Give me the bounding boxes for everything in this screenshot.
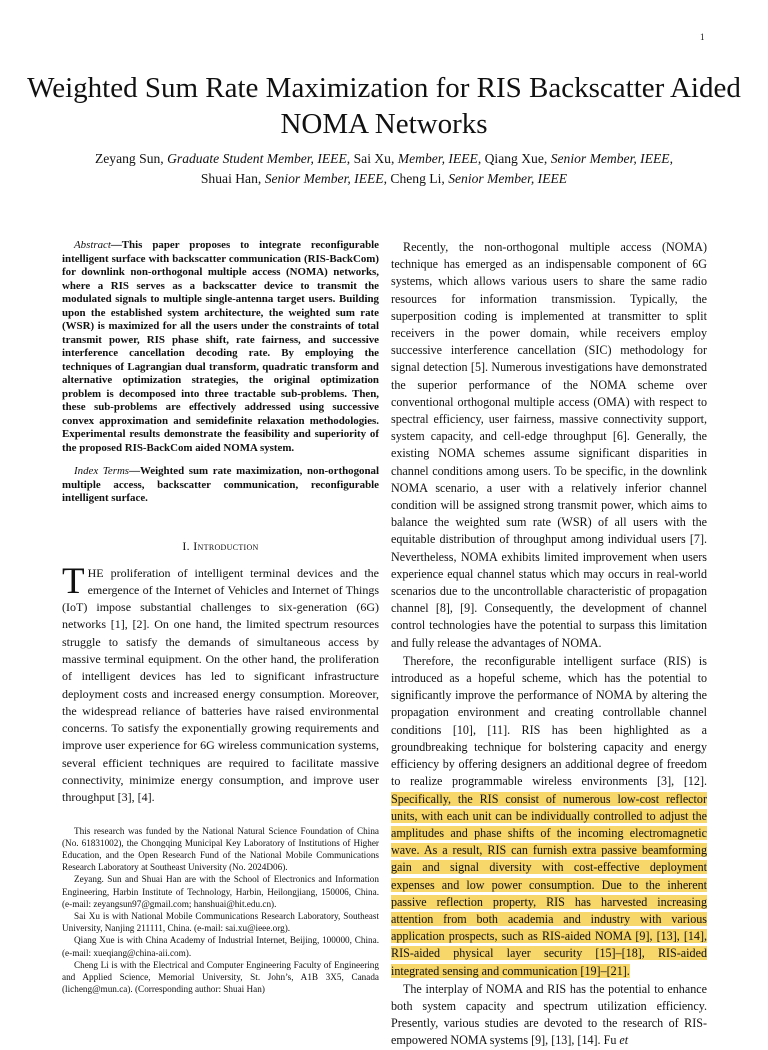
author-role: Senior Member, IEEE xyxy=(550,151,670,166)
author-name: Shuai Han xyxy=(200,170,258,186)
body-paragraph: Recently, the non-orthogonal multiple access (NOMA) technique has emerged as an indispensable component of 6G systems, which allows various users to share the same radio resources for information transmission. Typically, the superposition coding is implemented at transmitter to split receivers in the power domain, while receivers employ successive interference cancellation (SIC) methodology for signal detection [5]. Numerous investigations have demonstrated the superior performance of the NOMA scheme over conventional orthogonal multiple access (OMA) with respect to spectral efficiency, user fairness, massive connectivity support, system capacity, and cell-edge throughput [6]. Generally, the existing NOMA schemes assume significant disparities in channel conditions among users. To be specific, in the downlink NOMA scenario, a user with a relatively inferior channel condition will be assigned strong transmit power, which aims to balance the weighted sum rate (WSR) of all users with the equitable distribution of throughput among individual users [7]. Nevertheless, NOMA exhibits limited improvement when users experience equal channel status which may occurs in real-world scenarios due to the uncontrollable characteristic of propagation channel [8], [9]. Consequently, the development of channel control technologies have the potential to surpass this limitation and fully release the advantages of NOMA. xyxy=(391,240,707,650)
body-paragraph xyxy=(391,653,707,980)
index-terms-label: Index Terms xyxy=(74,465,130,477)
italic-text: et xyxy=(619,1033,629,1048)
lead-word: HE xyxy=(87,565,104,580)
section-title: Introduction xyxy=(193,538,259,553)
footnote-affiliation: Sai Xu is with National Mobile Communications Research Laboratory, Southeast University, Nanjing 211111, China. (e-mail: sai.xu@ieee.org). xyxy=(62,911,379,934)
author-list: Zeyang Sun, Graduate Student Member, IEEE, Sai Xu, Member, IEEE, Qiang Xue, Senior Member, IEEE, Shuai Han, Senior Member, IEEE, Cheng Li, Senior Member, IEEE xyxy=(94,151,674,186)
highlighted-text: Specifically, the RIS consist of numerous low-cost reflector units, with each unit can be individually controlled to adjust the amplitudes and phase shifts of the incoming electromagnetic wave. As a result, RIS can furnish extra passive beamforming gain and signal diversity with cost-effective deployment expenses and low power consumption. Due to the inherent passive reflection property, RIS has harvested increasing attention from both academia and industry with various application prospects, such as RIS-aided NOMA [9], [13], [14], RIS-aided physical layer security [15]–[18], RIS-aided integrated sensing and communication [19]–[21]. xyxy=(391,791,707,978)
paper-title: Weighted Sum Rate Maximization for RIS Backscatter Aided NOMA Networks xyxy=(27,72,741,140)
footnote-affiliation: Qiang Xue is with China Academy of Industrial Internet, Beijing, 100000, China. (e-mail: xueqiang@china-aii.com). xyxy=(62,935,379,958)
paragraph-text: Therefore, the reconfigurable intelligent surface (RIS) is introduced as a hopeful scheme, which has the potential to significantly improve the performance of NOMA by altering the propagation environment and creating controllable channel conditions [10], [11]. RIS has been highlighted as a groundbreaking technique for bolstering capacity and energy efficiency by offering designers an additional degree of freedom to realize programmable wireless environments [3], [12]. xyxy=(391,653,707,789)
author-role: Senior Member, IEEE xyxy=(448,170,568,186)
index-terms-text: —Weighted sum rate maximization, non-orthogonal multiple access, backscatter communication, reconfigurable intelligent surface. xyxy=(62,465,380,504)
right-column xyxy=(391,239,707,1050)
abstract-text: —This paper proposes to integrate reconfigurable intelligent surface with backscatter communication (RIS-BackCom) for downlink non-orthogonal multiple access (NOMA) networks, where a RIS serves as a backscatter device to transmit the modulated signals to multiple single-antenna target users. Building upon the established system architecture, the weighted sum rate (WSR) is maximized for all the users under the constraints of total transmit power, RIS phase shift, rate fairness, and successive interference cancellation decoding rate. By employing the techniques of Lagrangian dual transform, quadratic transform and alternative optimization strategies, the original optimization problem is decomposed into three tractable sub-problems. Then, these sub-problems are effectively addressed using successive convex approximation and semidefinite relaxation methodologies. Experimental results demonstrate the feasibility and superiority of the proposed RIS-BackCom aided NOMA system. xyxy=(62,239,379,454)
footnote-affiliation: Cheng Li is with the Electrical and Computer Engineering Faculty of Engineering and Applied Science, Memorial University, St. John’s, A1B 3X5, Canada (licheng@mun.ca). (Corresponding author: Shuai Han) xyxy=(62,959,379,995)
author-name: Zeyang Sun xyxy=(94,151,161,166)
author-name: Qiang Xue xyxy=(484,151,544,166)
footnote-funding: This research was funded by the National Natural Science Foundation of China (No. 61831002), the Chongqing Municipal Key Laboratory of Institutions of Higher Education, and the Open Research Fund of the National Mobile Communications Research Laboratory at Southeast University (No. 2024D06). xyxy=(62,825,379,873)
section-heading xyxy=(62,539,379,554)
intro-text: proliferation of intelligent terminal devices and the emergence of the Internet of Vehicles and Internet of Things (IoT) impose substantial challenges to six-generation (6G) networks [1], [2]. On one hand, the limited spectrum resources struggle to satisfy the demands of simultaneous access by massive terminal equipment. On the other hand, the proliferation of intelligent devices has led to significant infrastructure deployment costs and increased energy consumption. Moreover, the widespread reliance of batteries have raised environmental concerns. To satisfy the exponentially growing requirements and improve user experience for 6G wireless communication systems, several efficient techniques are required to facilitate massive connectivity, minimize energy consumption, and improve user throughput [3], [4]. xyxy=(62,565,379,805)
author-name: Sai Xu xyxy=(353,151,391,166)
author-role: Member, IEEE xyxy=(397,151,478,166)
section-number: I. xyxy=(182,538,190,553)
left-column xyxy=(62,239,379,996)
author-role: Senior Member, IEEE xyxy=(264,170,384,186)
abstract xyxy=(62,239,379,455)
abstract-label: Abstract xyxy=(74,239,111,251)
author-role: Graduate Student Member, IEEE xyxy=(167,151,347,166)
intro-paragraph xyxy=(62,560,379,807)
index-terms xyxy=(62,465,379,506)
body-paragraph xyxy=(391,981,707,1050)
drop-cap: T xyxy=(62,560,85,602)
page-number: 1 xyxy=(700,32,705,42)
footnotes xyxy=(62,825,379,996)
footnote-affiliation: Zeyang. Sun and Shuai Han are with the School of Electronics and Information Engineering, Harbin Institute of Technology, Harbin, Heilongjiang, 150006, China. (e-mail: zeyangsun97@gmail.com; hanshuai@hit.edu.cn). xyxy=(62,874,379,909)
author-name: Cheng Li xyxy=(390,170,442,186)
paragraph-text: The interplay of NOMA and RIS has the potential to enhance both system capacity and spectrum utilization efficiency. Presently, various studies are devoted to the research of RIS-empowered NOMA systems [9], [13], [14]. Fu xyxy=(391,981,707,1048)
